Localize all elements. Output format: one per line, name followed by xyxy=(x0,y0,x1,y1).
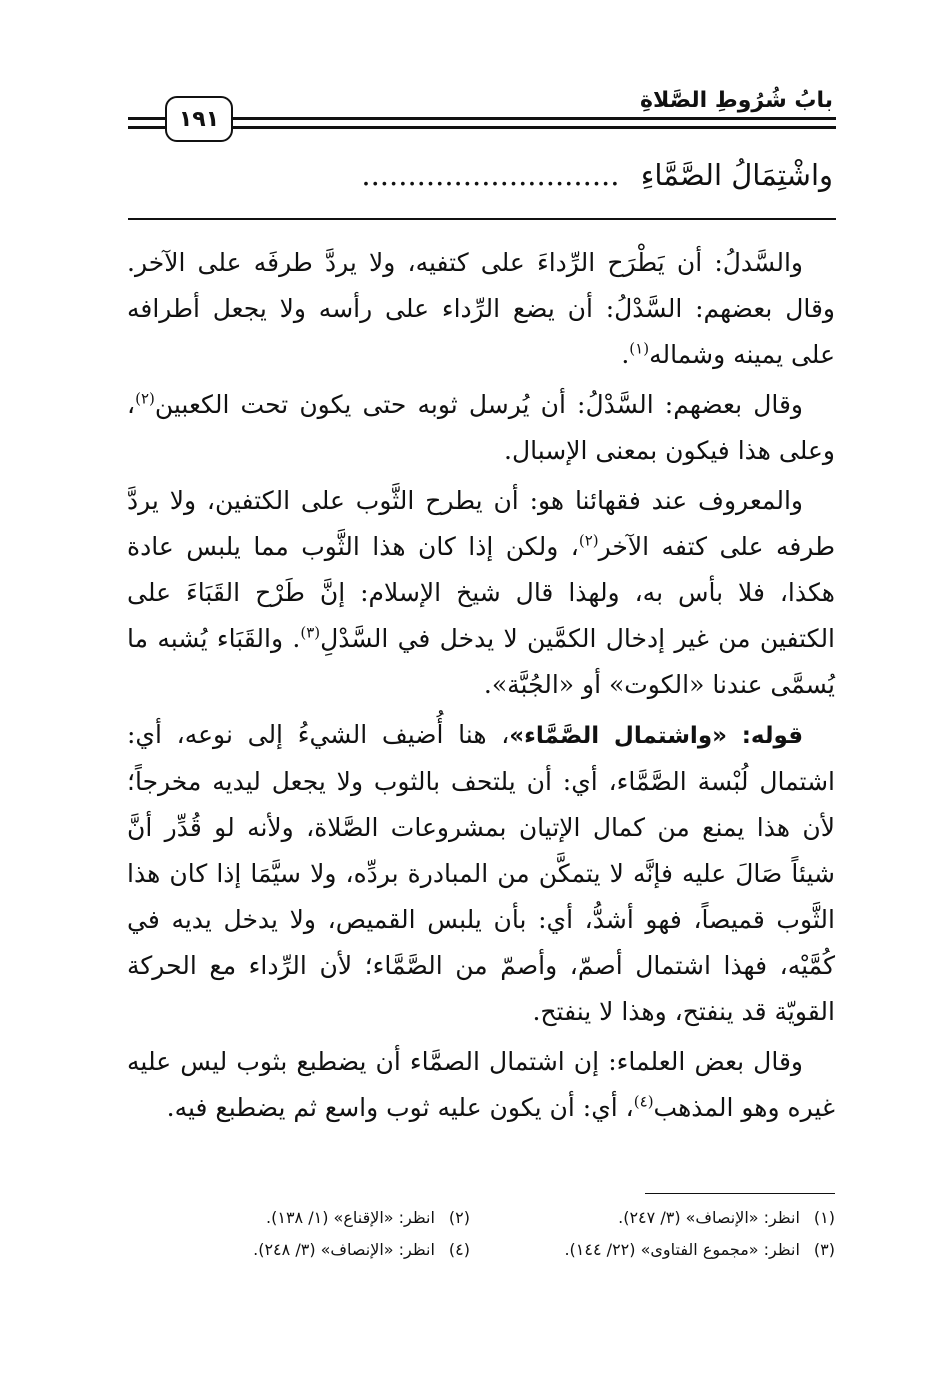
footnote-marker: (٣) xyxy=(300,623,321,642)
paragraph-text: والمعروف عند فقهائنا هو: أن يطرح الثَّوب على الكتفين، ولا يردَّ طرفه على كتفه الآخر xyxy=(127,486,835,561)
footnote-marker: (٢) xyxy=(578,531,599,550)
paragraph-3 xyxy=(127,478,835,708)
footnote-marker: (١) xyxy=(629,339,650,358)
paragraph-tail: . xyxy=(621,340,630,369)
footnote-text: انظر: «الإنصاف» (٣/ ٢٤٧). xyxy=(618,1208,800,1227)
footnote-number: (١) xyxy=(813,1208,835,1227)
main-text xyxy=(127,240,835,1135)
section-dots: ............................ xyxy=(361,158,620,192)
paragraph-1 xyxy=(127,240,835,378)
footnote-text: انظر: «الإنصاف» (٣/ ٢٤٨). xyxy=(253,1240,435,1259)
footnote-row xyxy=(127,1202,835,1234)
footnote-number: (٤) xyxy=(448,1240,470,1259)
paragraph-4 xyxy=(127,712,835,1035)
paragraph-text: ، هنا أُضيف الشيءُ إلى نوعه، أي: اشتمال لُبْسة الصَّمَّاء، أي: أن يلتحف بالثوب ولا يجعل ليديه مخرجاً؛ لأن هذا يمنع من كمال الإتيان بمشروعات الصَّلاة، ولأنه لو قُدِّر أنَّ شيئاً صَالَ عليه فإنَّه لا يتمكَّن من المبادرة بردِّه، ولا سيَّمَا إذا كان هذا الثَّوب قميصاً، فهو أشدُّ، أي: بأن يلبس القميص، ولا يدخل يديه في كُمَّيْه، فهذا اشتمال أصمّ، وأصمّ من الصَّمَّاء؛ لأن الرِّداء مع الحركة القويّة قد ينفتح، وهذا لا ينفتح. xyxy=(127,720,835,1026)
footnote-1 xyxy=(490,1202,835,1234)
paragraph-tail: ، وعلى هذا فيكون بمعنى الإسبال. xyxy=(127,390,835,465)
paragraph-tail: ، أي: أن يكون عليه ثوب واسع ثم يضطبع فيه. xyxy=(166,1093,634,1122)
footnote-marker: (٢) xyxy=(135,389,155,408)
header-rule-bottom xyxy=(128,126,836,129)
footnote-number: (٢) xyxy=(448,1208,470,1227)
paragraph-text-continued: ، ولكن إذا كان هذا الثَّوب مما يلبس عادة هكذا، فلا بأس به، ولهذا قال شيخ الإسلام: إنَّ طَرْح القَبَاءَ على الكتفين من غير إدخال الكمَّين لا يدخل في السَّدْلِ xyxy=(127,532,836,653)
footnote-2 xyxy=(266,1202,470,1234)
paragraph-text: وقال بعضهم: السَّدْلُ: أن يُرسل ثوبه حتى يكون تحت الكعبين xyxy=(154,390,803,419)
section-heading xyxy=(361,158,833,192)
footnote-3 xyxy=(490,1234,835,1266)
paragraph-text: وقال بعض العلماء: إن اشتمال الصمَّاء أن يضطبع بثوب ليس عليه غيره وهو المذهب xyxy=(127,1047,835,1122)
commentary-lead: قوله: «واشتمال الصَّمَّاء» xyxy=(509,723,803,749)
paragraph-2 xyxy=(127,382,835,474)
section-rule xyxy=(128,218,836,220)
paragraph-tail: . والقَبَاء يُشبه ما يُسمَّى عندنا «الكوت» أو «الجُبَّة». xyxy=(127,624,835,699)
footnotes xyxy=(127,1202,835,1266)
footnote-text: انظر: «مجموع الفتاوى» (٢٢/ ١٤٤). xyxy=(564,1240,800,1259)
page-number-badge: ١٩١ xyxy=(165,96,233,142)
footnote-4 xyxy=(253,1234,470,1266)
section-title: واشْتِمَالُ الصَّمَّاءِ xyxy=(640,158,833,192)
header-rule-top xyxy=(128,117,836,120)
paragraph-5 xyxy=(127,1039,835,1131)
footnote-marker: (٤) xyxy=(633,1092,654,1111)
running-title: بابُ شُرُوطِ الصَّلاةِ xyxy=(640,88,833,113)
paragraph-text: والسَّدلُ: أن يَطْرَح الرِّداءَ على كتفيه، ولا يردَّ طرفَه على الآخر. وقال بعضهم: السَّدْلُ: أن يضع الرِّداء على رأسه ولا يجعل أطرافه على يمينه وشماله xyxy=(127,248,835,369)
footnote-rule xyxy=(645,1193,835,1194)
footnote-number: (٣) xyxy=(813,1240,835,1259)
footnote-text: انظر: «الإقناع» (١/ ١٣٨). xyxy=(266,1208,435,1227)
footnote-row xyxy=(127,1234,835,1266)
